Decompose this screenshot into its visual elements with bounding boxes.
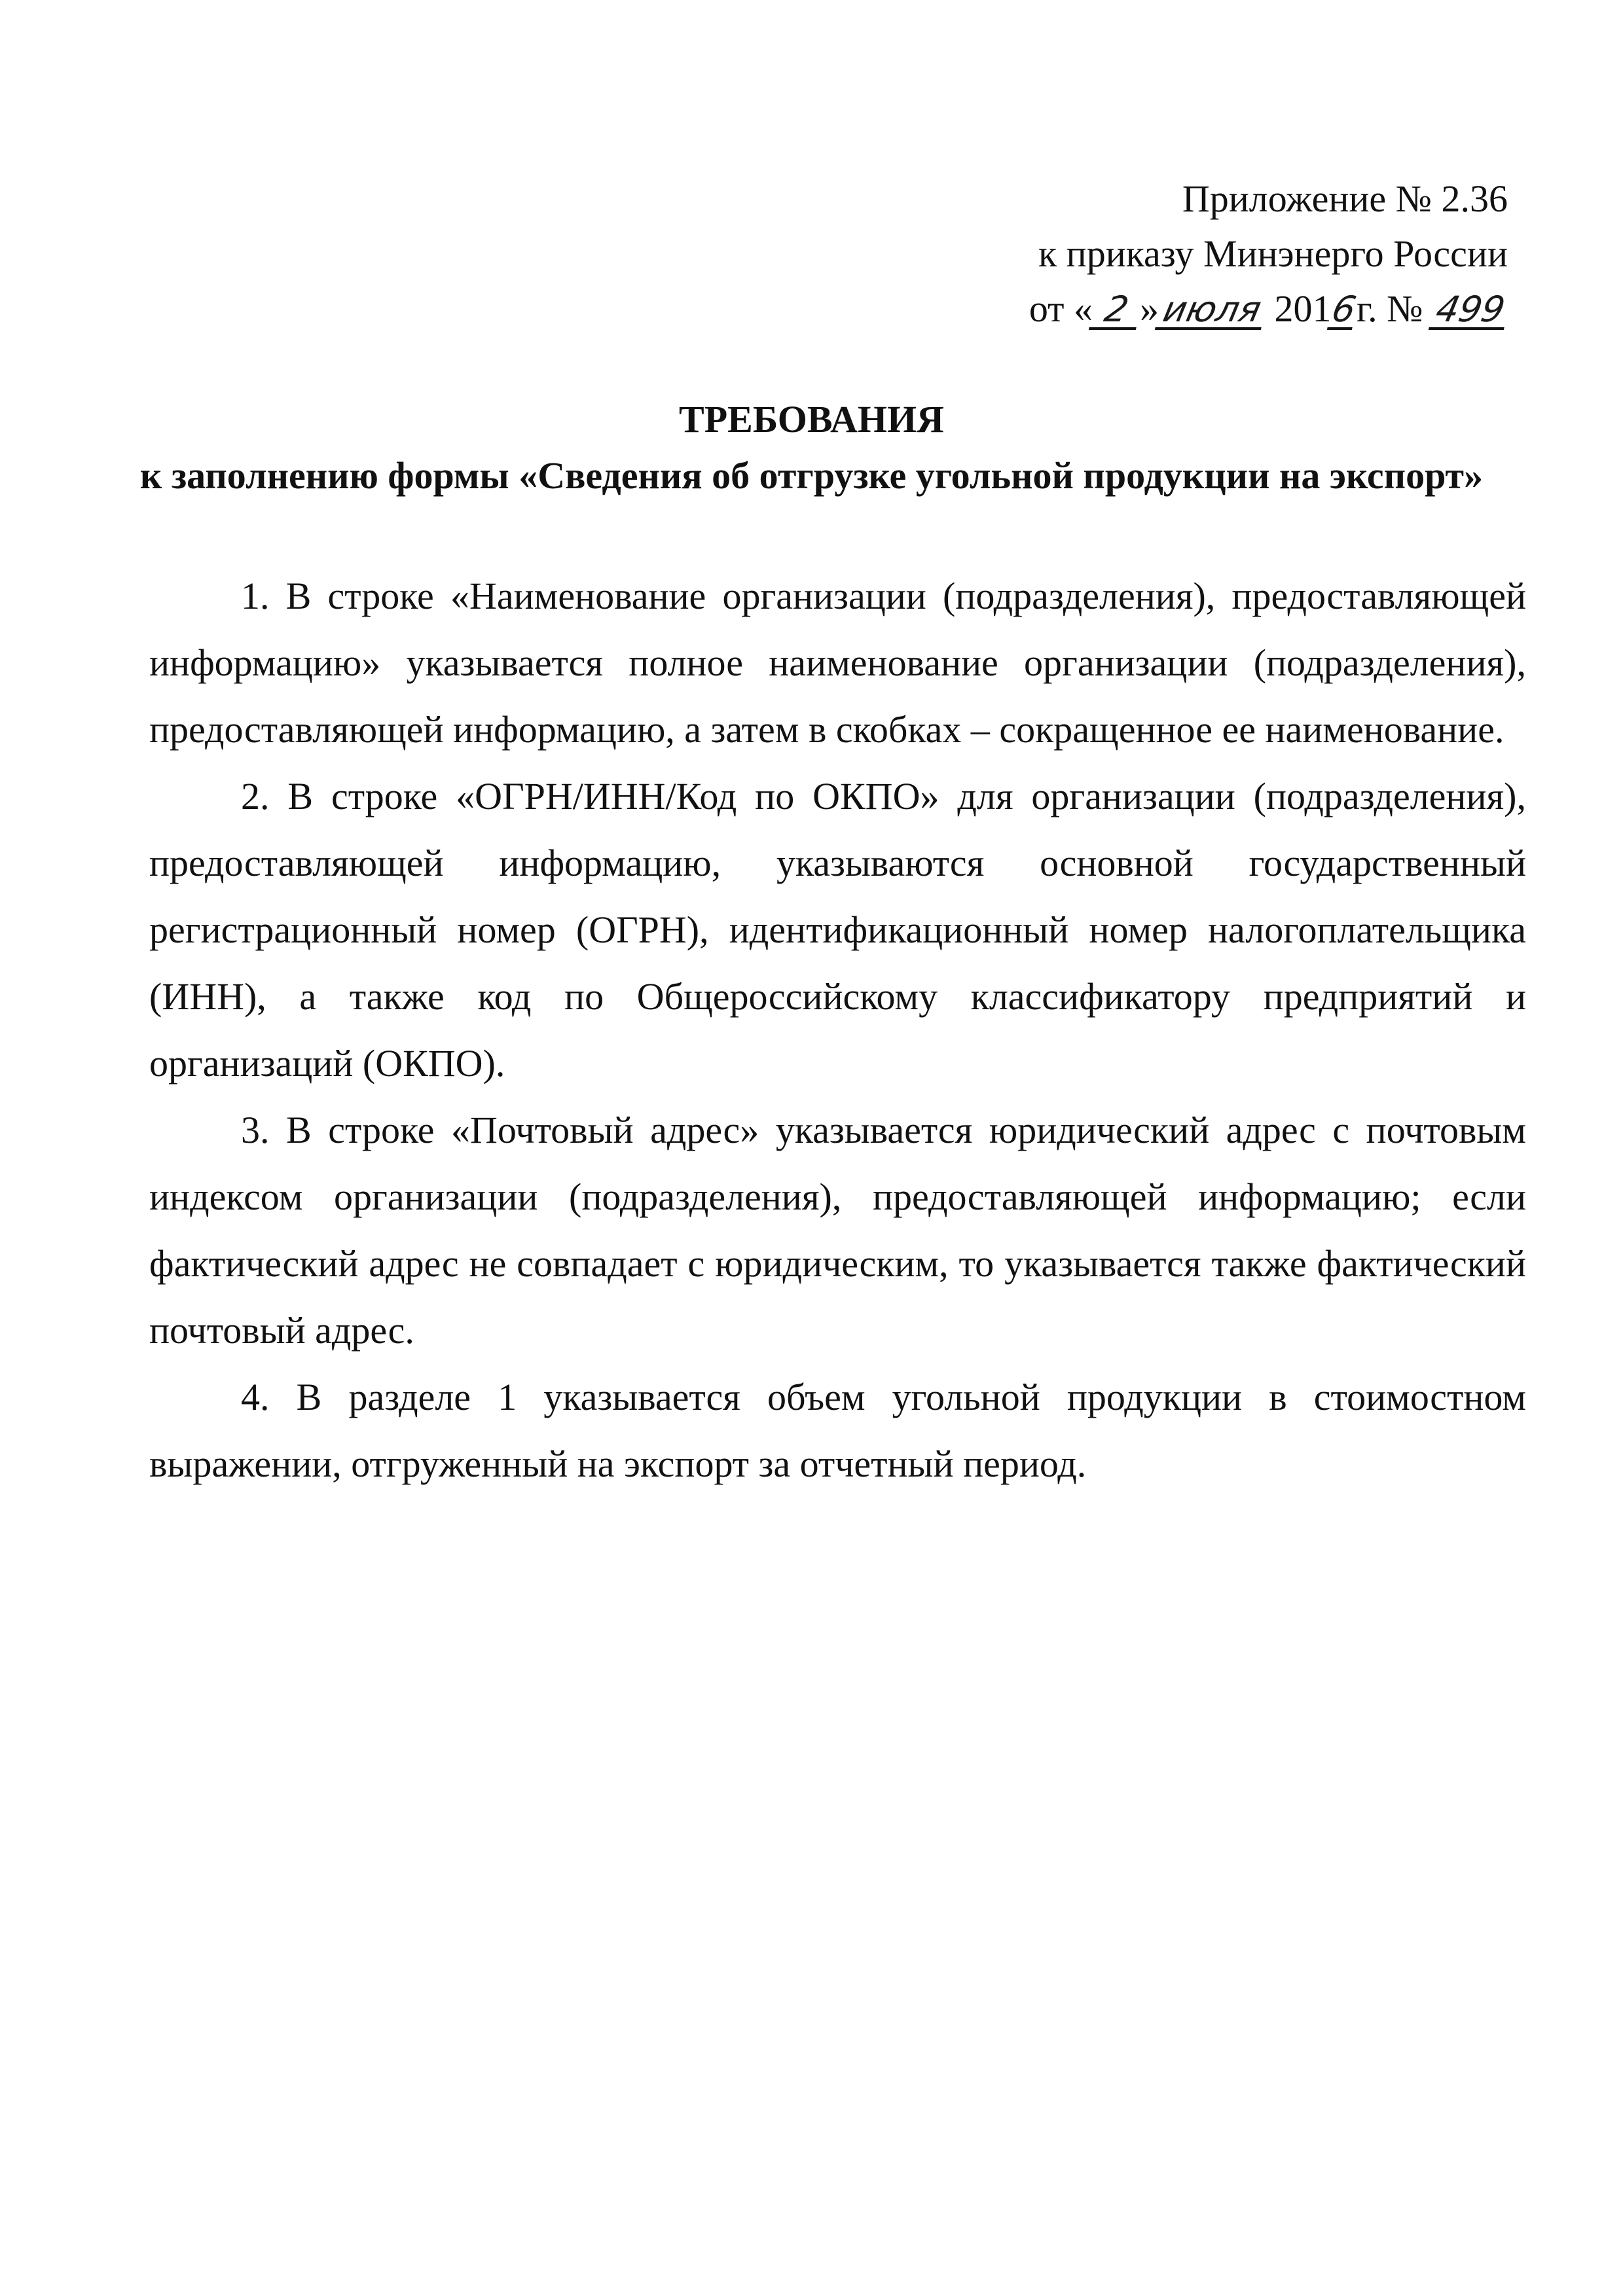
date-mid: » xyxy=(1139,287,1159,330)
handwritten-order-number: 499 xyxy=(1429,292,1512,330)
handwritten-day: 2 xyxy=(1089,292,1144,330)
handwritten-year-digit: 6 xyxy=(1328,289,1360,330)
appendix-order-ref: к приказу Минэнерго России xyxy=(1038,232,1508,275)
handwritten-month: июля xyxy=(1155,292,1269,330)
appendix-number: Приложение № 2.36 xyxy=(1182,177,1508,220)
paragraph-2: 2. В строке «ОГРН/ИНН/Код по ОКПО» для организации (подразделения), предоставляющей информацию, указываются основной государственный регистрационный номер (ОГРН), идентификационный номер налогоплательщика (ИНН), а также код по Общероссийскому классификатору предприятий и организаций (ОКПО). xyxy=(149,775,1526,1085)
date-year-prefix: 201 xyxy=(1274,287,1332,330)
document-body xyxy=(149,563,1526,1498)
date-suffix: г. № xyxy=(1356,287,1423,330)
date-prefix: от « xyxy=(1029,287,1093,330)
paragraph-4: 4. В разделе 1 указывается объем угольной продукции в стоимостном выражении, отгруженный на экспорт за отчетный период. xyxy=(149,1376,1526,1485)
appendix-reference xyxy=(984,171,1508,336)
title-heading: ТРЕБОВАНИЯ xyxy=(679,398,944,440)
document-title xyxy=(79,391,1544,504)
paragraph-3: 3. В строке «Почтовый адрес» указывается юридический адрес с почтовым индексом организации (подразделения), предоставляющей информацию; если фактический адрес не совпадает с юридическим, то указывается также фактический почтовый адрес. xyxy=(149,1109,1526,1352)
title-subheading: к заполнению формы «Сведения об отгрузке угольной продукции на экспорт» xyxy=(139,454,1484,497)
paragraph-1: 1. В строке «Наименование организации (подразделения), предоставляющей информацию» указывается полное наименование организации (подразделения), предоставляющей информацию, а затем в скобках – сокращенное ее наименование. xyxy=(149,575,1526,751)
appendix-date-line xyxy=(984,281,1508,336)
